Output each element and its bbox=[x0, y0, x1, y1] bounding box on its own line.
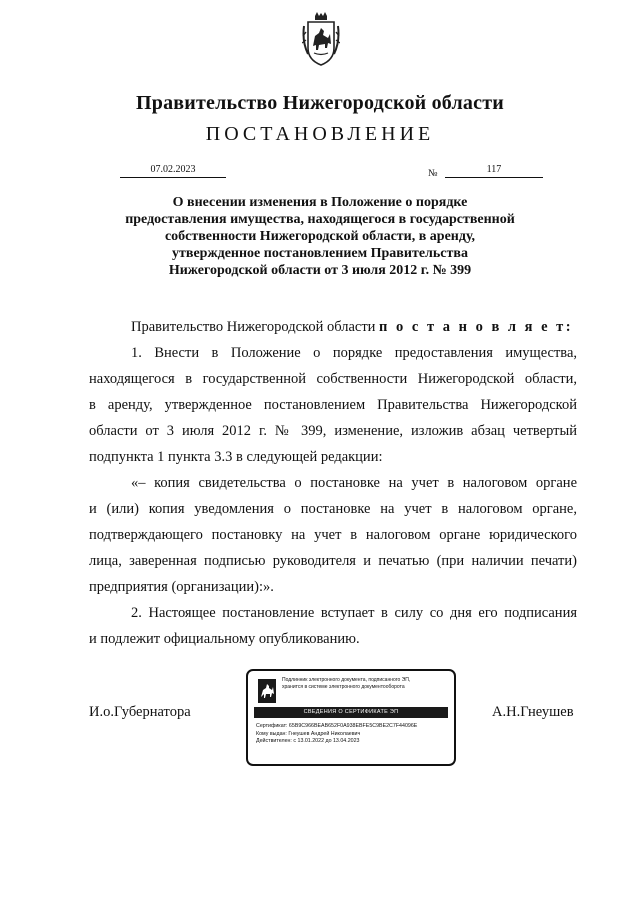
preamble-paragraph bbox=[89, 314, 577, 340]
paragraph-quote bbox=[89, 470, 577, 600]
certificate-number: Сертификат: 65B9C966BEAB652F0A938EBFE5C9BE2C7F44096E bbox=[256, 723, 418, 729]
paragraph-line: лица, заверенная подписью руководителя и печатью (при наличии печати) bbox=[89, 553, 577, 569]
paragraph-line: в аренду, утвержденное постановлением Правительства Нижегородской bbox=[89, 397, 577, 413]
document-date: 07.02.2023 bbox=[120, 165, 226, 178]
certificate-owner: Кому выдан: Гнеушев Андрей Николаевич bbox=[256, 730, 361, 737]
certificate-details bbox=[256, 723, 450, 746]
electronic-signature-stamp bbox=[246, 669, 456, 766]
preamble-text: Правительство Нижегородской области bbox=[131, 319, 376, 335]
paragraph-line: подпункта 1 пункта 3.3 в следующей редакции: bbox=[89, 449, 383, 465]
subject-line: О внесении изменения в Положение о порядке bbox=[172, 195, 468, 210]
paragraph-line: находящегося в государственной собственности Нижегородской области, bbox=[89, 371, 577, 387]
paragraph-line: 2. Настоящее постановление вступает в силу со дня его подписания bbox=[131, 605, 577, 621]
stamp-caption-line: хранится в системе электронного документооборота bbox=[282, 684, 405, 690]
region-deer-icon bbox=[258, 679, 276, 703]
paragraph-line: «– копия свидетельства о постановке на учет в налоговом органе bbox=[131, 475, 577, 491]
decree-word: п о с т а н о в л я е т: bbox=[379, 319, 574, 335]
paragraph-line: предприятия (организации):». bbox=[89, 579, 274, 595]
subject-line: собственности Нижегородской области, в аренду, bbox=[164, 229, 476, 244]
number-sign: № bbox=[428, 168, 438, 179]
document-body bbox=[89, 314, 577, 652]
document-subject bbox=[100, 194, 540, 279]
paragraph-line: 1. Внести в Положение о порядке предоставления имущества, bbox=[131, 345, 577, 361]
paragraph-2 bbox=[89, 600, 577, 652]
stamp-caption-line: Подлинник электронного документа, подписанного ЭП, bbox=[282, 677, 411, 683]
coat-of-arms-emblem bbox=[302, 12, 340, 66]
certificate-validity: Действителен: с 13.01.2022 до 13.04.2023 bbox=[256, 738, 360, 744]
paragraph-line: подтверждающего постановку на учет в налоговом органе юридического bbox=[89, 527, 577, 543]
paragraph-line: области от 3 июля 2012 г. № 399, изменение, изложив абзац четвертый bbox=[89, 423, 577, 439]
certificate-info-bar: СВЕДЕНИЯ О СЕРТИФИКАТЕ ЭП bbox=[254, 707, 448, 718]
subject-line: предоставления имущества, находящегося в государственной bbox=[125, 212, 515, 227]
stamp-caption bbox=[282, 677, 450, 691]
paragraph-line: и (или) копия уведомления о постановке на учет в налоговом органе, bbox=[89, 501, 577, 517]
paragraph-1 bbox=[89, 340, 577, 470]
paragraph-line: и подлежит официальному опубликованию. bbox=[89, 631, 360, 647]
document-type: ПОСТАНОВЛЕНИЕ bbox=[205, 123, 435, 145]
subject-line: утвержденное постановлением Правительства bbox=[172, 246, 468, 261]
document-number: 117 bbox=[445, 165, 543, 178]
signer-name: А.Н.Гнеушев bbox=[492, 704, 574, 720]
subject-line: Нижегородской области от 3 июля 2012 г. № 399 bbox=[168, 263, 472, 278]
signer-position: И.о.Губернатора bbox=[89, 704, 191, 720]
government-title: Правительство Нижегородской области bbox=[136, 92, 504, 114]
